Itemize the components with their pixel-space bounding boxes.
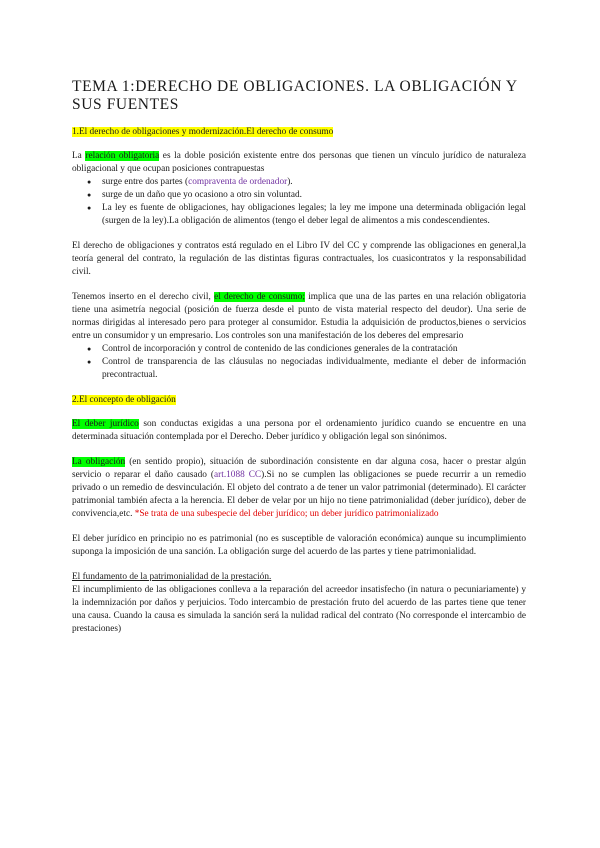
list-item: ● surge de un daño que yo ocasiono a otro sin voluntad.	[102, 189, 526, 202]
subheading-fundamento: El fundamento de la patrimonialidad de la prestación.	[72, 572, 272, 582]
highlight-relacion-obligatoria: relación obligatoria	[85, 151, 160, 161]
paragraph-patrimonial: El deber jurídico en principio no es patrimonial (no es susceptible de valoración económica) aunque su incumplimiento suponga la imposición de una sanción. La obligación surge del acuerdo de las partes y tiene patrimonialidad.	[72, 534, 526, 557]
document-title: TEMA 1:DERECHO DE OBLIGACIONES. LA OBLIGACIÓN Y SUS FUENTES	[72, 78, 518, 113]
paragraph-libro-iv: El derecho de obligaciones y contratos está regulado en el Libro IV del CC y comprende las obligaciones en general,la teoría general del contrato, la regulación de las distintas figuras contractuales, los cuasicontratos y la responsabilidad civil.	[72, 241, 526, 277]
paragraph-derecho-consumo: Tenemos inserto en el derecho civil, el derecho de consumo; implica que una de las partes en una relación obligatoria tiene una asimetría negocial (posición de fuerza desde el punto de vista material respecto del deudor). Una serie de normas dirigidas al interesado pero para proteger al consumidor. Estudia la adquisición de productos,bienes o servicios entre un consumidor y un empresario. Los controles son una manifestación de los deberes del empresario	[72, 292, 527, 341]
document-page	[72, 78, 526, 636]
section-heading-2: 2.El concepto de obligación	[72, 395, 176, 405]
list-item: ● La ley es fuente de obligaciones, hay obligaciones legales; la ley me impone una determinada obligación legal (surgen de la ley).La obligación de alimentos (tengo el deber legal de alimentos a mis condescendientes.	[102, 202, 526, 228]
paragraph-deber-juridico: El deber jurídico son conductas exigidas a una persona por el ordenamiento jurídico cuando se encuentre en una determinada situación contemplada por el Derecho. Deber jurídico y obligación legal son sinónimos.	[72, 419, 526, 442]
bullet-list-1	[72, 176, 526, 228]
paragraph-obligacion: La obligación (en sentido propio), situación de subordinación consistente en dar alguna cosa, hacer o prestar algún servicio o reparar el daño causado (art.1088 CC).Si no se cumplen las obligaciones se puede recurrir a un remedio privado o un remedio de desvinculación. El objeto del contrato a de tener un valor patrimonial (determinado). El carácter patrimonial también afecta a la herencia. El deber de velar por un hijo no tiene patrimonialidad (deber jurídico), deber de convivencia,etc. *Se trata de una subespecie del deber jurídico; un deber jurídico patrimonializado	[72, 457, 526, 519]
highlight-deber-juridico: El deber jurídico	[72, 419, 139, 429]
paragraph-incumplimiento: El incumplimiento de las obligaciones conlleva a la reparación del acreedor insatisfecho (in natura o pecuniariamente) y la indemnización por daños y perjuicios. Todo intercambio de prestación fruto del acuerdo de las partes tiene que tener una causa. Cuando la causa es simulada la sanción será la nulidad radical del contrato (No corresponde el intercambio de prestaciones)	[72, 585, 526, 634]
paragraph-relacion-obligatoria: La relación obligatoria es la doble posición existente entre dos personas que tienen un vínculo jurídico de naturaleza obligacional y que ocupan posiciones contrapuestas	[72, 151, 526, 174]
highlight-derecho-consumo: el derecho de consumo;	[214, 292, 305, 302]
list-item: ● Control de incorporación y control de contenido de las condiciones generales de la contratación	[102, 343, 526, 356]
list-item: ● surge entre dos partes (compraventa de ordenador).	[102, 176, 526, 189]
list-item: ● Control de transparencia de las cláusulas no negociadas individualmente, mediante el deber de información precontractual.	[102, 356, 526, 382]
highlight-obligacion: La obligación	[72, 457, 126, 467]
note-red: *Se trata de una subespecie del deber jurídico; un deber jurídico patrimonializado	[134, 509, 439, 519]
bullet-list-2	[72, 343, 526, 382]
section-heading-1: 1.El derecho de obligaciones y modernización.El derecho de consumo	[72, 127, 334, 137]
